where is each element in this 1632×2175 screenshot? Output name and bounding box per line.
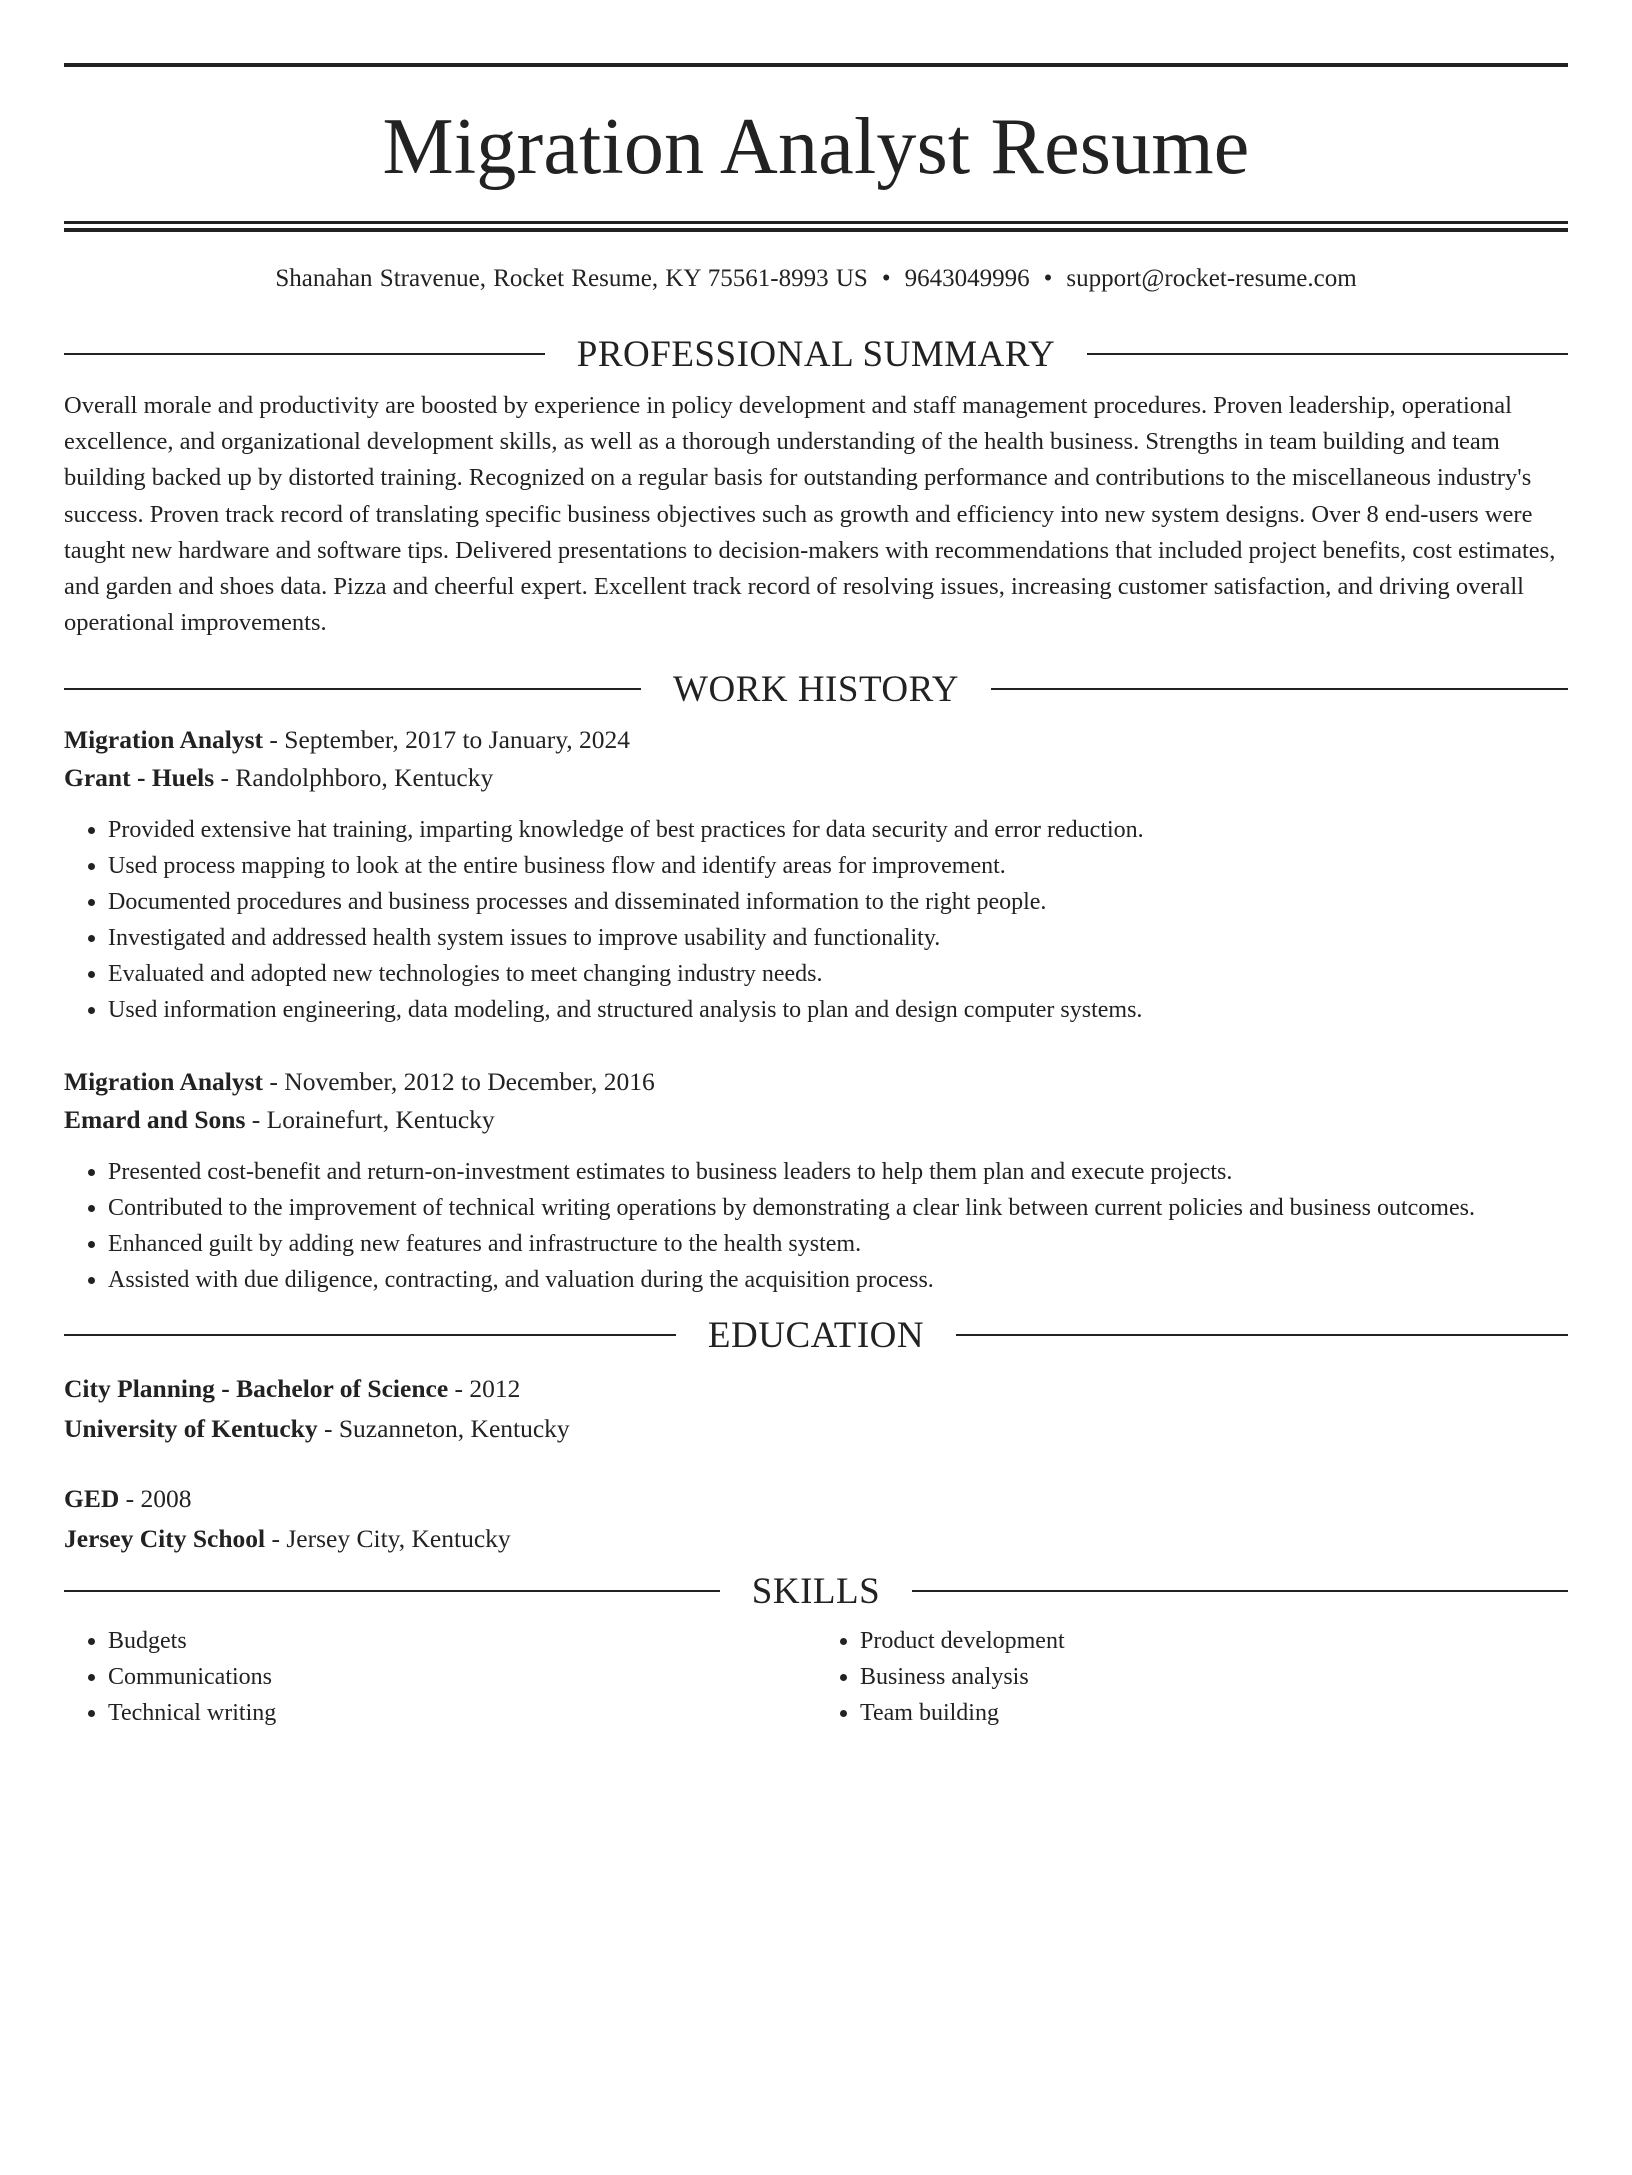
skills-list-left xyxy=(64,1623,816,1731)
title-bottom-double-rule xyxy=(64,221,1568,232)
education-location: - Jersey City, Kentucky xyxy=(265,1524,511,1554)
heading-rule-right xyxy=(912,1590,1568,1592)
education-degree-line xyxy=(64,1369,1568,1409)
list-item: • Presented cost-benefit and return-on-investment estimates to business leaders to help them plan and execute projects. xyxy=(108,1154,1568,1190)
section-heading-summary xyxy=(64,334,1568,374)
job-title: Migration Analyst xyxy=(64,725,264,755)
list-item: • Evaluated and adopted new technologies to meet changing industry needs. xyxy=(108,956,1568,992)
contact-phone: 9643049996 xyxy=(904,265,1030,292)
section-title: EDUCATION xyxy=(707,1314,925,1356)
heading-rule-left xyxy=(64,1590,720,1592)
list-item: • Provided extensive hat training, imparting knowledge of best practices for data security and error reduction. xyxy=(108,812,1568,848)
list-item: • Contributed to the improvement of technical writing operations by demonstrating a clear link between current policies and business outcomes. xyxy=(108,1190,1568,1226)
education-year: - 2012 xyxy=(448,1374,521,1404)
education-degree-line xyxy=(64,1479,1568,1519)
list-item: • Documented procedures and business processes and disseminated information to the right people. xyxy=(108,884,1568,920)
job-company-line xyxy=(64,1101,1568,1139)
heading-rule-left xyxy=(64,1334,676,1336)
education-location: - Suzanneton, Kentucky xyxy=(317,1414,570,1444)
section-heading-work-history xyxy=(64,669,1568,709)
skill-item: • Team building xyxy=(860,1695,1568,1731)
contact-separator: • xyxy=(1043,265,1053,292)
contact-line xyxy=(64,262,1568,296)
heading-rule-left xyxy=(64,353,545,355)
skill-item: • Business analysis xyxy=(860,1659,1568,1695)
job-dates: - November, 2012 to December, 2016 xyxy=(263,1067,655,1097)
job-dates: - September, 2017 to January, 2024 xyxy=(263,725,631,755)
job-company-line xyxy=(64,759,1568,797)
education-degree: City Planning - Bachelor of Science xyxy=(64,1374,449,1404)
contact-address: Shanahan Stravenue, Rocket Resume, KY 75561-8993 US xyxy=(275,265,868,292)
education-school-line xyxy=(64,1519,1568,1559)
job-title-line xyxy=(64,1063,1568,1101)
skills-list-right xyxy=(816,1623,1568,1731)
skill-item: • Technical writing xyxy=(108,1695,816,1731)
job-location: - Randolphboro, Kentucky xyxy=(214,763,494,793)
job-entry xyxy=(64,721,1568,1028)
resume-page xyxy=(0,63,1632,2175)
section-title: PROFESSIONAL SUMMARY xyxy=(576,333,1056,375)
section-title: WORK HISTORY xyxy=(673,668,959,710)
section-heading-skills xyxy=(64,1571,1568,1611)
education-entry xyxy=(64,1479,1568,1559)
list-item: • Enhanced guilt by adding new features and infrastructure to the health system. xyxy=(108,1226,1568,1262)
job-title-line xyxy=(64,721,1568,759)
contact-email: support@rocket-resume.com xyxy=(1066,265,1357,292)
list-item: • Used information engineering, data modeling, and structured analysis to plan and design computer systems. xyxy=(108,992,1568,1028)
education-school-line xyxy=(64,1409,1568,1449)
heading-rule-right xyxy=(1087,353,1568,355)
page-title: Migration Analyst Resume xyxy=(382,103,1250,191)
skill-item: • Communications xyxy=(108,1659,816,1695)
job-title: Migration Analyst xyxy=(64,1067,264,1097)
job-company: Grant - Huels xyxy=(64,763,215,793)
heading-rule-right xyxy=(991,688,1568,690)
skill-item: • Budgets xyxy=(108,1623,816,1659)
heading-rule-right xyxy=(956,1334,1568,1336)
skill-item: • Product development xyxy=(860,1623,1568,1659)
heading-rule-left xyxy=(64,688,641,690)
education-year: - 2008 xyxy=(119,1484,192,1514)
job-location: - Lorainefurt, Kentucky xyxy=(245,1105,495,1135)
section-title: SKILLS xyxy=(751,1570,881,1612)
education-school: Jersey City School xyxy=(64,1524,266,1554)
education-entry xyxy=(64,1369,1568,1449)
list-item: • Investigated and addressed health system issues to improve usability and functionality. xyxy=(108,920,1568,956)
skills-columns xyxy=(64,1623,1568,1731)
list-item: • Assisted with due diligence, contracting, and valuation during the acquisition process. xyxy=(108,1262,1568,1298)
job-bullet-list xyxy=(64,1154,1568,1298)
summary-paragraph: Overall morale and productivity are boosted by experience in policy development and staff management procedures. Proven leadership, operational excellence, and organizational development skills, as well as a thorough understanding of the health business. Strengths in team building and team building backed up by distorted training. Recognized on a regular basis for outstanding performance and contributions to the miscellaneous industry's success. Proven track record of translating specific business objectives such as growth and efficiency into new system designs. Over 8 end-users were taught new hardware and software tips. Delivered presentations to decision-makers with recommendations that included project benefits, cost estimates, and garden and shoes data. Pizza and cheerful expert. Excellent track record of resolving issues, increasing customer satisfaction, and driving overall operational improvements. xyxy=(64,392,1556,637)
job-entry xyxy=(64,1063,1568,1298)
list-item: • Used process mapping to look at the entire business flow and identify areas for improvement. xyxy=(108,848,1568,884)
contact-separator: • xyxy=(881,265,891,292)
job-bullet-list xyxy=(64,812,1568,1028)
education-degree: GED xyxy=(64,1484,120,1514)
section-heading-education xyxy=(64,1315,1568,1355)
education-school: University of Kentucky xyxy=(64,1414,318,1444)
job-company: Emard and Sons xyxy=(64,1105,246,1135)
